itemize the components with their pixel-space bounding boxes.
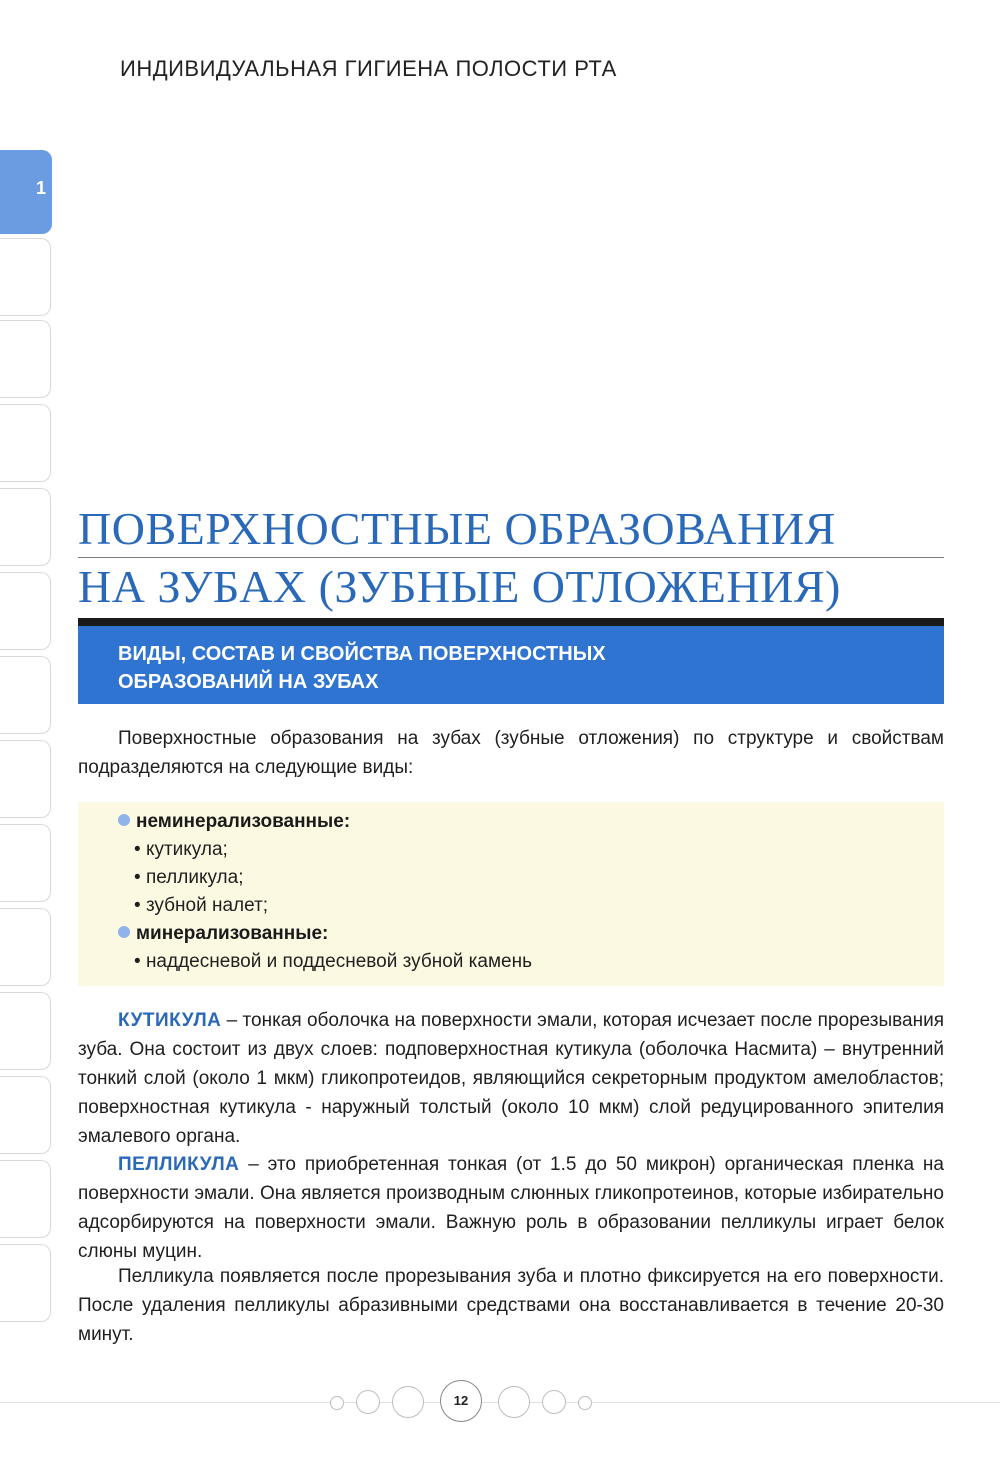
- cuticle-term: КУТИКУЛА: [118, 1010, 222, 1031]
- section-title-line2: НА ЗУБАХ (ЗУБНЫЕ ОТЛОЖЕНИЯ): [78, 561, 841, 612]
- bullet-dot-icon: [118, 814, 130, 826]
- mineral-label: минерализованные:: [136, 923, 329, 944]
- subtitle-banner: [78, 618, 944, 704]
- chapter-tab[interactable]: [0, 908, 51, 986]
- chapter-tab[interactable]: [0, 320, 51, 398]
- list-item: • наддесневой и поддесневой зубной камень: [134, 951, 532, 972]
- footer-circle-decoration: [542, 1390, 566, 1414]
- bullet-dot-icon: [118, 926, 130, 938]
- footer-circle-decoration: [330, 1396, 344, 1410]
- list-item: • пелликула;: [134, 867, 244, 888]
- chapter-tab[interactable]: [0, 572, 51, 650]
- list-item: • зубной налет;: [134, 895, 269, 916]
- cuticle-text: – тонкая оболочка на поверхности эмали, которая исчезает после прорезывания зуба. Она состоит из двух слоев: подповерхностная кутикула (оболочка Насмита) – внутренний тонкий слой (около 1 мкм) гликопротеидов, являющийся секреторным продуктом амелобластов; поверхностная кутикула - наружный толстый (около 10 мкм) слой редуцированного эпителия эмалевого органа.: [78, 1010, 944, 1147]
- pellicle-paragraph: [78, 1150, 944, 1266]
- chapter-tab[interactable]: [0, 238, 51, 316]
- cuticle-paragraph: [78, 1006, 944, 1151]
- footer-circle-decoration: [392, 1386, 424, 1418]
- chapter-tab[interactable]: [0, 404, 51, 482]
- list-item: • кутикула;: [134, 839, 228, 860]
- nonmineral-label: неминерализованные:: [136, 811, 351, 832]
- intro-paragraph: Поверхностные образования на зубах (зубные отложения) по структуре и свойствам подразделяются на следующие виды:: [78, 728, 944, 778]
- footer-circle-decoration: [498, 1386, 530, 1418]
- chapter-tab[interactable]: [0, 1160, 51, 1238]
- chapter-tab[interactable]: [0, 656, 51, 734]
- pellicle-term: ПЕЛЛИКУЛА: [118, 1154, 240, 1175]
- footer-circle-decoration: [578, 1396, 592, 1410]
- pellicle-text: – это приобретенная тонкая (от 1.5 до 50 микрон) органическая пленка на поверхности эмали. Она является производным слюнных гликопротеинов, которые избирательно адсорбируются на поверхности эмали. Важную роль в образовании пелликулы играет белок слюны муцин.: [78, 1154, 944, 1262]
- chapter-tab-active[interactable]: [0, 150, 52, 234]
- footer-circle-decoration: [356, 1390, 380, 1414]
- chapter-tab-number: 1: [36, 178, 47, 198]
- title-divider: [78, 557, 944, 558]
- chapter-tab[interactable]: [0, 488, 51, 566]
- subtitle-line1: ВИДЫ, СОСТАВ И СВОЙСТВА ПОВЕРХНОСТНЫХ: [118, 643, 606, 665]
- chapter-tab[interactable]: [0, 1076, 51, 1154]
- chapter-tab[interactable]: [0, 992, 51, 1070]
- section-title-line1: ПОВЕРХНОСТНЫЕ ОБРАЗОВАНИЯ: [78, 503, 836, 554]
- pellicle-restore-paragraph: Пелликула появляется после прорезывания зуба и плотно фиксируется на его поверхности. После удаления пелликулы абразивными средствами она восстанавливается в течение 20-30 минут.: [78, 1266, 944, 1345]
- chapter-tab[interactable]: [0, 740, 51, 818]
- nonmineral-category: [118, 808, 350, 836]
- section-title: [78, 500, 948, 616]
- subtitle-line2: ОБРАЗОВАНИЙ НА ЗУБАХ: [118, 671, 379, 693]
- page-number: 12: [440, 1380, 482, 1422]
- running-header: ИНДИВИДУАЛЬНАЯ ГИГИЕНА ПОЛОСТИ РТА: [120, 56, 617, 81]
- types-list-box: [78, 802, 944, 986]
- mineral-category: [118, 920, 328, 948]
- chapter-tab[interactable]: [0, 824, 51, 902]
- chapter-tab[interactable]: [0, 1244, 51, 1322]
